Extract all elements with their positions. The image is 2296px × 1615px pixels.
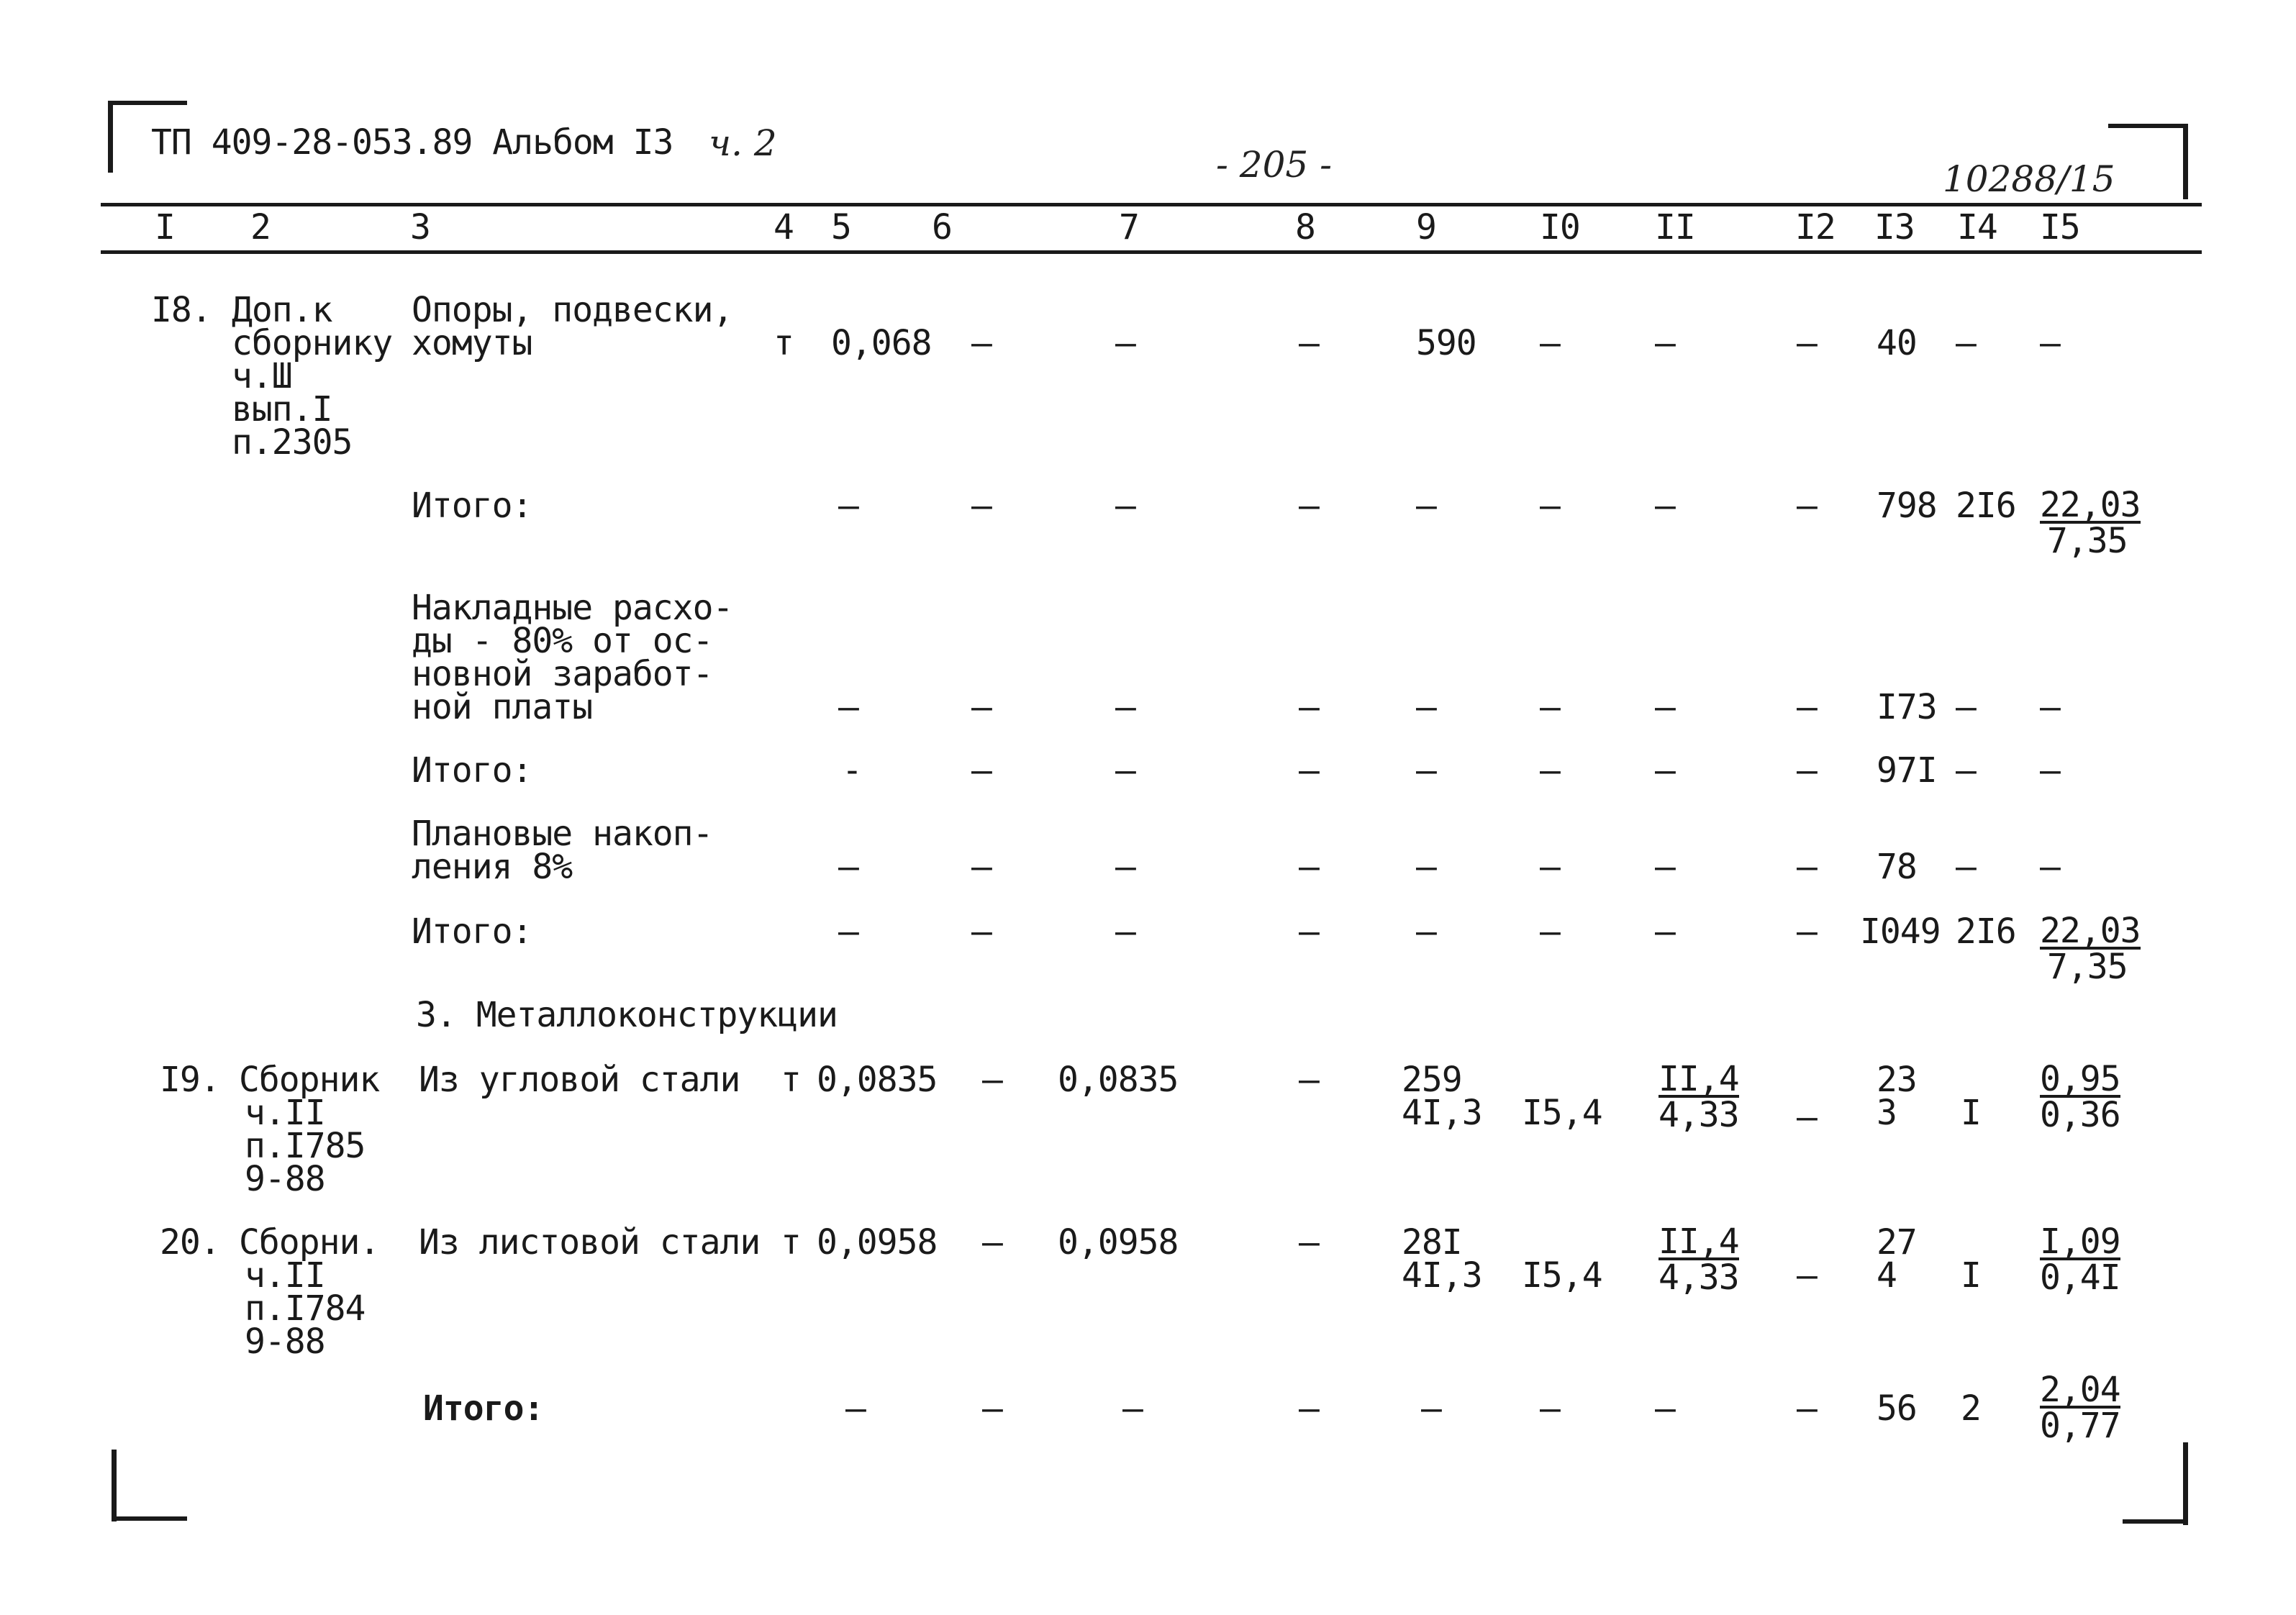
column-header-11: II: [1655, 207, 1695, 247]
reference-line: п.I784: [245, 1288, 366, 1329]
cell-9: –: [1421, 1388, 1441, 1429]
cell-12: –: [1797, 486, 1817, 526]
cell-15: –: [2040, 847, 2060, 887]
cell-9: –: [1416, 486, 1436, 526]
cell-8: –: [1299, 323, 1319, 363]
fraction-numerator: 2,04: [2040, 1370, 2120, 1410]
cell-13-bottom: 4: [1877, 1255, 1897, 1296]
cell-7: –: [1115, 911, 1135, 952]
cell-9-bottom: 4I,3: [1402, 1255, 1482, 1296]
cell-13: 78: [1877, 847, 1917, 887]
total-label: Итого:: [423, 1388, 544, 1429]
frame-corner-bottom-right-h: [2123, 1519, 2187, 1524]
cell-14: –: [1956, 750, 1976, 791]
cell-9: –: [1416, 687, 1436, 727]
column-header-3: 3: [410, 207, 430, 247]
fraction-denominator: 4,33: [1659, 1095, 1739, 1135]
cell-8: –: [1299, 486, 1319, 526]
reference-line: 9-88: [245, 1159, 325, 1199]
cell-7: 0,0835: [1058, 1060, 1179, 1100]
cell-14: I: [1961, 1093, 1981, 1133]
fraction-denominator: 0,4I: [2040, 1257, 2120, 1298]
row-number: I8.: [151, 290, 212, 330]
cell-6: –: [982, 1222, 1002, 1263]
cell-15-fraction: [2040, 911, 2141, 987]
cell-11: –: [1655, 486, 1675, 526]
cell-9-bottom: 4I,3: [1402, 1093, 1482, 1133]
cell-12: –: [1797, 1388, 1817, 1429]
cell-11: –: [1655, 687, 1675, 727]
cell-13: I73: [1877, 687, 1937, 727]
cell-10: –: [1540, 1388, 1560, 1429]
cell-12: –: [1797, 1255, 1817, 1296]
column-header-7: 7: [1119, 207, 1139, 247]
cell-9-top: 28I: [1402, 1222, 1462, 1263]
cell-11: –: [1655, 750, 1675, 791]
cell-10: I5,4: [1522, 1093, 1602, 1133]
cell-8: –: [1299, 1222, 1319, 1263]
cell-5: –: [838, 687, 858, 727]
inventory-number: 10288/15: [1943, 158, 2115, 200]
column-header-12: I2: [1795, 207, 1836, 247]
cell-5: 0,068: [831, 323, 932, 363]
cell-5: –: [838, 486, 858, 526]
column-header-10: I0: [1540, 207, 1580, 247]
header-rule-top: [101, 203, 2202, 206]
cell-12: –: [1797, 911, 1817, 952]
cell-5: 0,0958: [817, 1222, 938, 1263]
cell-14: –: [1956, 687, 1976, 727]
cell-11: –: [1655, 847, 1675, 887]
frame-corner-top-left-h: [108, 101, 187, 105]
cell-10: –: [1540, 687, 1560, 727]
cell-9: –: [1416, 847, 1436, 887]
item-name: Накладные расхо-: [412, 588, 733, 628]
item-name: ления 8%: [412, 847, 573, 887]
column-header-2: 2: [250, 207, 271, 247]
cell-9: –: [1416, 750, 1436, 791]
cell-13-top: 27: [1877, 1222, 1917, 1263]
item-name: Из листовой стали: [419, 1222, 761, 1263]
item-name: Опоры, подвески,: [412, 290, 733, 330]
cell-13-top: 23: [1877, 1060, 1917, 1100]
cell-12: –: [1797, 750, 1817, 791]
cell-7: 0,0958: [1058, 1222, 1179, 1263]
fraction-numerator: I,09: [2040, 1222, 2120, 1262]
cell-10: I5,4: [1522, 1255, 1602, 1296]
frame-corner-top-right-v: [2183, 124, 2188, 199]
unit: т: [781, 1222, 801, 1263]
cell-8: –: [1299, 911, 1319, 952]
cell-10: –: [1540, 750, 1560, 791]
cell-13: 798: [1877, 486, 1937, 526]
column-header-1: I: [155, 207, 175, 247]
item-name: новной заработ-: [412, 654, 713, 694]
reference-line: Доп.к: [232, 290, 332, 330]
cell-8: –: [1299, 847, 1319, 887]
cell-13: I049: [1860, 911, 1941, 952]
cell-12: –: [1797, 847, 1817, 887]
item-name: хомуты: [412, 323, 532, 363]
column-header-6: 6: [932, 207, 952, 247]
column-header-14: I4: [1957, 207, 1997, 247]
page-number: - 205 -: [1216, 144, 1333, 186]
total-label: Итого:: [412, 486, 532, 526]
unit: т: [781, 1060, 801, 1100]
cell-7: –: [1122, 1388, 1143, 1429]
cell-15: –: [2040, 750, 2060, 791]
header-rule-bottom: [101, 250, 2202, 254]
row-number: 20.: [160, 1222, 220, 1263]
cell-8: –: [1299, 1060, 1319, 1100]
cell-14: –: [1956, 847, 1976, 887]
cell-6: –: [971, 750, 992, 791]
fraction-numerator: 0,95: [2040, 1059, 2120, 1099]
cell-5: –: [845, 1388, 866, 1429]
column-header-15: I5: [2040, 207, 2080, 247]
total-label: Итого:: [412, 750, 532, 791]
column-header-5: 5: [831, 207, 851, 247]
frame-corner-bottom-right-v: [2183, 1442, 2188, 1525]
cell-8: –: [1299, 687, 1319, 727]
reference-line: ч.Ш: [232, 356, 292, 396]
reference-line: 9-88: [245, 1321, 325, 1362]
cell-15: –: [2040, 687, 2060, 727]
cell-11-fraction: [1659, 1059, 1739, 1135]
cell-14: –: [1956, 323, 1976, 363]
cell-9-top: 259: [1402, 1060, 1462, 1100]
reference-line: ч.II: [245, 1255, 325, 1296]
cell-15-fraction: [2040, 1370, 2120, 1446]
cell-15-fraction: [2040, 1222, 2120, 1298]
fraction-numerator: II,4: [1659, 1059, 1739, 1099]
cell-11: –: [1655, 911, 1675, 952]
reference-line: Сборник: [239, 1060, 380, 1100]
cell-12: –: [1797, 687, 1817, 727]
total-label: Итого:: [412, 911, 532, 952]
reference-line: п.2305: [232, 422, 353, 463]
cell-15-fraction: [2040, 485, 2141, 561]
cell-14: 2: [1961, 1388, 1981, 1429]
fraction-denominator: 7,35: [2047, 947, 2128, 987]
cell-13: 97I: [1877, 750, 1937, 791]
section-title: 3. Металлоконструкции: [416, 995, 838, 1035]
cell-13: 40: [1877, 323, 1917, 363]
fraction-numerator: II,4: [1659, 1222, 1739, 1262]
cell-14: 2I6: [1956, 486, 2016, 526]
cell-13-bottom: 3: [1877, 1093, 1897, 1133]
cell-5: –: [838, 847, 858, 887]
fraction-denominator: 0,77: [2040, 1406, 2120, 1446]
frame-corner-bottom-left-h: [112, 1516, 187, 1521]
cell-10: –: [1540, 911, 1560, 952]
cell-12: –: [1797, 323, 1817, 363]
column-header-9: 9: [1416, 207, 1436, 247]
item-name: Из угловой стали: [419, 1060, 740, 1100]
cell-6: –: [982, 1060, 1002, 1100]
cell-6: –: [971, 687, 992, 727]
row-number: I9.: [160, 1060, 220, 1100]
frame-corner-top-right-h: [2108, 124, 2187, 128]
cell-11: –: [1655, 323, 1675, 363]
frame-corner-top-left-v: [108, 101, 113, 173]
fraction-numerator: 22,03: [2040, 911, 2141, 951]
fraction-denominator: 7,35: [2047, 521, 2128, 561]
cell-6: –: [971, 486, 992, 526]
cell-11: –: [1655, 1388, 1675, 1429]
cell-6: –: [971, 847, 992, 887]
item-name: ной платы: [412, 687, 593, 727]
cell-14: 2I6: [1956, 911, 2016, 952]
item-name: ды - 80% от ос-: [412, 621, 713, 661]
cell-7: –: [1115, 323, 1135, 363]
frame-corner-bottom-left-v: [112, 1450, 117, 1521]
reference-line: п.I785: [245, 1126, 366, 1166]
cell-6: –: [971, 911, 992, 952]
cell-7: –: [1115, 687, 1135, 727]
reference-line: Сборни.: [239, 1222, 380, 1263]
cell-15-fraction: [2040, 1059, 2120, 1135]
cell-13: 56: [1877, 1388, 1917, 1429]
cell-10: –: [1540, 323, 1560, 363]
cell-8: –: [1299, 1388, 1319, 1429]
cell-8: –: [1299, 750, 1319, 791]
fraction-numerator: 22,03: [2040, 485, 2141, 525]
item-name: Плановые накоп-: [412, 814, 713, 854]
cell-7: –: [1115, 847, 1135, 887]
reference-line: сборнику: [232, 323, 393, 363]
cell-9: 590: [1416, 323, 1476, 363]
fraction-denominator: 4,33: [1659, 1257, 1739, 1298]
cell-9: –: [1416, 911, 1436, 952]
unit: т: [773, 323, 794, 363]
document-code: ТП 409-28-053.89 Альбом I3: [151, 122, 673, 163]
reference-line: ч.II: [245, 1093, 325, 1133]
cell-5: 0,0835: [817, 1060, 938, 1100]
cell-6: –: [982, 1388, 1002, 1429]
cell-11-fraction: [1659, 1222, 1739, 1298]
cell-5: -: [842, 750, 862, 791]
cell-12: –: [1797, 1097, 1817, 1137]
column-header-8: 8: [1295, 207, 1315, 247]
reference-line: вып.I: [232, 389, 332, 429]
column-header-13: I3: [1874, 207, 1915, 247]
document-part: ч. 2: [709, 122, 777, 164]
column-header-4: 4: [773, 207, 794, 247]
cell-10: –: [1540, 847, 1560, 887]
cell-7: –: [1115, 750, 1135, 791]
cell-15: –: [2040, 323, 2060, 363]
cell-6: –: [971, 323, 992, 363]
cell-7: –: [1115, 486, 1135, 526]
cell-5: –: [838, 911, 858, 952]
fraction-denominator: 0,36: [2040, 1095, 2120, 1135]
cell-14: I: [1961, 1255, 1981, 1296]
cell-10: –: [1540, 486, 1560, 526]
